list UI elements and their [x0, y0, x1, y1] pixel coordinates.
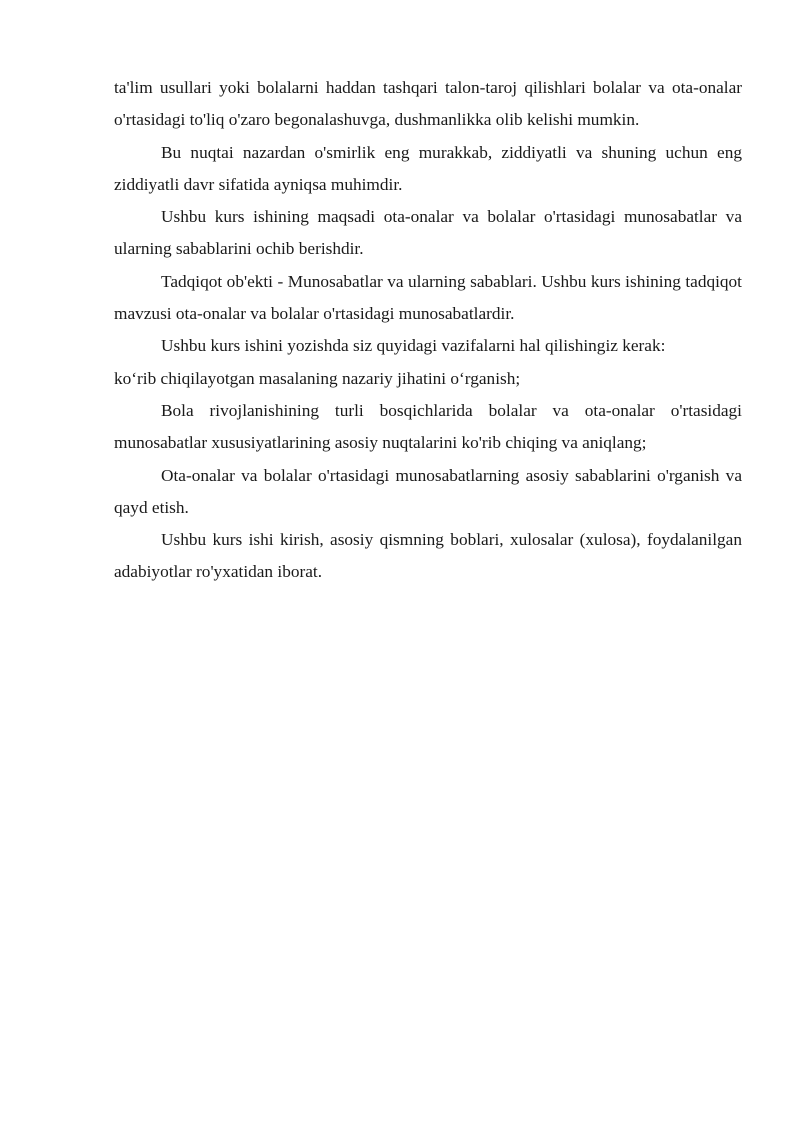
paragraph-4: Tadqiqot ob'ekti - Munosabatlar va ularning sabablari. Ushbu kurs ishining tadqiqot mavzusi ota-onalar va bolalar o'rtasidagi munosabatlardir. — [114, 271, 742, 324]
paragraph-3: Ushbu kurs ishining maqsadi ota-onalar va bolalar o'rtasidagi munosabatlar va ularning sabablarini ochib berishdir. — [114, 207, 742, 259]
paragraph-2: Bu nuqtai nazardan o'smirlik eng murakkab, ziddiyatli va shuning uchun eng ziddiyatli davr sifatida ayniqsa muhimdir. — [114, 142, 742, 194]
paragraph-9: Ushbu kurs ishi kirish, asosiy qismning boblari, xulosalar (xulosa), foydalanilgan adabiyotlar ro'yxatidan iborat. — [114, 530, 742, 582]
paragraph-1: ta'lim usullari yoki bolalarni haddan tashqari talon-taroj qilishlari bolalar va ota-onalar o'rtasidagi to'liq o'zaro begonalashuvga, dushmanlikka olib kelishi mumkin. — [114, 78, 742, 130]
document-body — [114, 72, 742, 589]
paragraph-7: Bola rivojlanishining turli bosqichlarida bolalar va ota-onalar o'rtasidagi munosabatlar xususiyatlarining asosiy nuqtalarini ko'rib chiqing va aniqlang; — [114, 400, 742, 453]
paragraph-6: ko‘rib chiqilayotgan masalaning nazariy jihatini o‘rganish; — [114, 368, 521, 388]
paragraph-5: Ushbu kurs ishini yozishda siz quyidagi vazifalarni hal qilishingiz kerak: — [161, 336, 666, 356]
paragraph-8: Ota-onalar va bolalar o'rtasidagi munosabatlarning asosiy sabablarini o'rganish va qayd etish. — [114, 465, 742, 517]
